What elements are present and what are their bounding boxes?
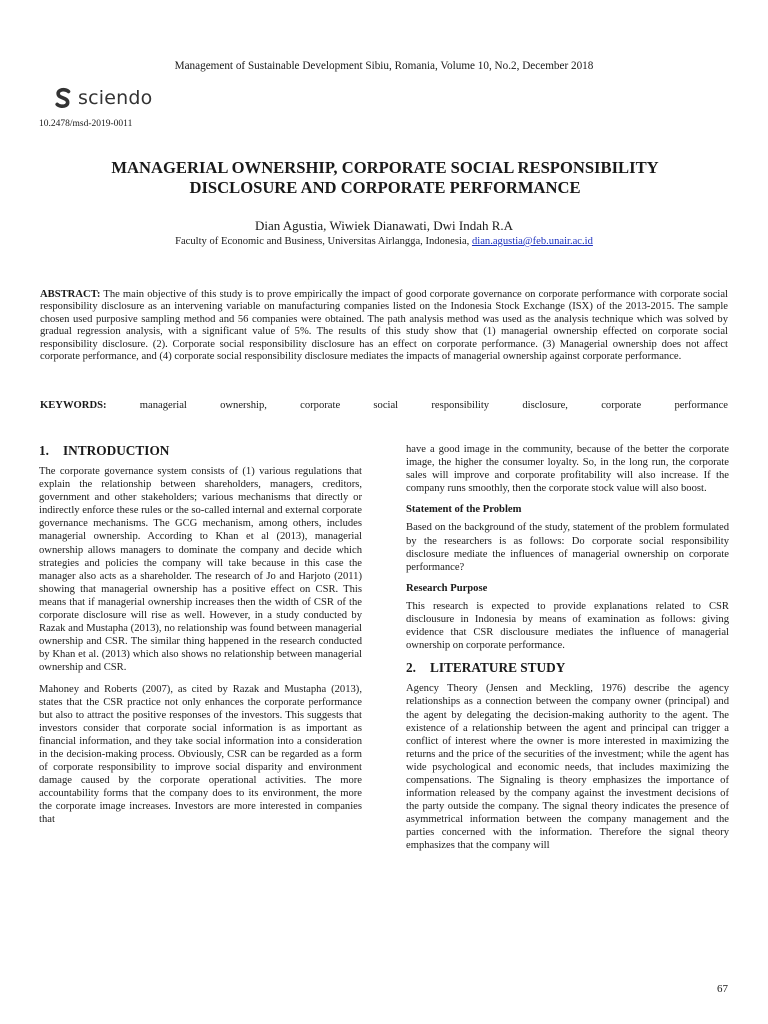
email-link[interactable]: dian.agustia@feb.unair.ac.id [471,236,593,247]
logo-text: sciendo [78,87,153,109]
title-line: DISCLOSURE AND CORPORATE PERFORMANCE [189,178,581,197]
paragraph: Agency Theory (Jensen and Meckling, 1976) describe the agency relationships as a connection between the company owner (principal) and the agent by delegating the decision-making authority to the agent. The existence of a relationship between the agent and principal can trigger a conflict of interest where the owner is more interested in maximizing the returns and the price of the securities of the investment; while the agent has wide psychological and economic needs, that includes maximizing the compensations. The Signaling is theory emphasizes the importance of information released by the company against the investment decisions of the party outside the company. The signal theory indicates the presence of asymmetrical information between the company management and the parties concerned with the information. Therefore the signal theory emphasizes that the company will [406,683,729,852]
paragraph: The corporate governance system consists of (1) various regulations that explain the relationship between shareholders, managers, creditors, government and other stakeholders; various mechanisms that directly or indirectly enforce these rules or the so-called internal and external corporate governance mechanisms. The GCG mechanism, among others, includes managerial ownership. According to Khan et al (2013), managerial ownership allows managers to dominate the company and decide which strategies and policies the company will take because in this case the manager also acts as a shareholder. The research of Jo and Harjoto (2011) showing that managerial ownership has a positive effect on CSR. This means that if managerial ownership increases then the width of CSR of the corporate disclosure will rise as well. However, in a study conducted by Razak and Mustapha (2013), no relationship was found between managerial ownership and CSR. The similar thing happened in the research conducted by Khan et al. (2013) which also shows no relationship between managerial ownership and CSR. [39,466,362,674]
page-number: 67 [717,983,728,995]
authors: Dian Agustia, Wiwiek Dianawati, Dwi Indah R.A [254,218,514,233]
left-column [39,443,362,835]
keywords-label: KEYWORDS: [40,400,107,411]
publisher-logo [53,87,152,109]
sciendo-logo-icon [53,87,73,109]
section-number: 1. [39,443,49,458]
doi: 10.2478/msd-2019-0011 [39,119,133,129]
paragraph: have a good image in the community, because of the better the corporate image, the higher the consumer loyalty. So, in the long run, the corporate sales will improve and corporate profitability will also increase. If the company runs smoothly, then the corporate stock value will also boost. [406,444,729,495]
abstract-label: ABSTRACT: [40,289,101,300]
affiliation-text: Faculty of Economic and Business, Universitas Airlangga, Indonesia, [175,236,472,247]
abstract [40,289,728,363]
abstract-text: The main objective of this study is to prove empirically the impact of good corporate governance on corporate performance with corporate social responsibility disclosure as an intervening variable on manufacturing companies listed on the Indonesia Stock Exchange (ISX) of the 2013-2015. The sample chosen used purposive sampling method and 56 companies were obtained. The path analysis method was used as the analysis technique which was solved by gradual regression analysis, with a significant value of 5%. The results of this study show that (1) managerial ownership effected on corporate social responsibility disclosure. (2). Corporate social responsibility disclosure has an effect on corporate performance. (3) Managerial ownership does not affect corporate performance, and (4) corporate social responsibility disclosure mediates the impacts of managerial ownership against corporate performance. [40,289,728,363]
paper-title [60,158,710,198]
section-number: 2. [406,660,416,676]
right-column [406,443,729,861]
affiliation [0,236,768,247]
subheading-research-purpose: Research Purpose [406,582,488,594]
section-heading-introduction [39,443,362,459]
title-line: MANAGERIAL OWNERSHIP, CORPORATE SOCIAL RESPONSIBILITY [111,158,659,177]
section-title: INTRODUCTION [63,443,170,458]
paragraph: Mahoney and Roberts (2007), as cited by Razak and Mustapha (2013), states that the CSR practice not only enhances the corporate performance but also to attract the positive responses of the investors. This suggests that investors consider that corporate social information is as important as financial information, and they take social information into a consideration in the decision-making process. Obviously, CSR can be regarded as a form of corporate responsibility to improve social disparity and environment damage caused by the corporate operational activities. The more accountability forms that the company does to its environment, the more the corporate image increases. Investors are more interested in companies that [39,683,362,826]
section-title: LITERATURE STUDY [430,660,566,676]
section-heading-literature-study [406,660,729,676]
paragraph: This research is expected to provide explanations related to CSR disclousure in Indonesia by means of examination as follows: giving evidence that CSR disclousure mediates the influence of managerial ownership on corporate performance. [406,600,729,652]
keywords-text: managerial ownership, corporate social responsibility disclosure, corporate performance [106,400,728,411]
subheading-statement-of-problem: Statement of the Problem [406,504,522,516]
keywords [40,400,728,412]
paragraph: Based on the background of the study, statement of the problem formulated by the researchers is as follows: Do corporate social responsibility disclosure mediate the influences of managerial ownership on corporate performance? [406,522,729,573]
running-head: Management of Sustainable Development Sibiu, Romania, Volume 10, No.2, December 2018 [174,60,594,72]
